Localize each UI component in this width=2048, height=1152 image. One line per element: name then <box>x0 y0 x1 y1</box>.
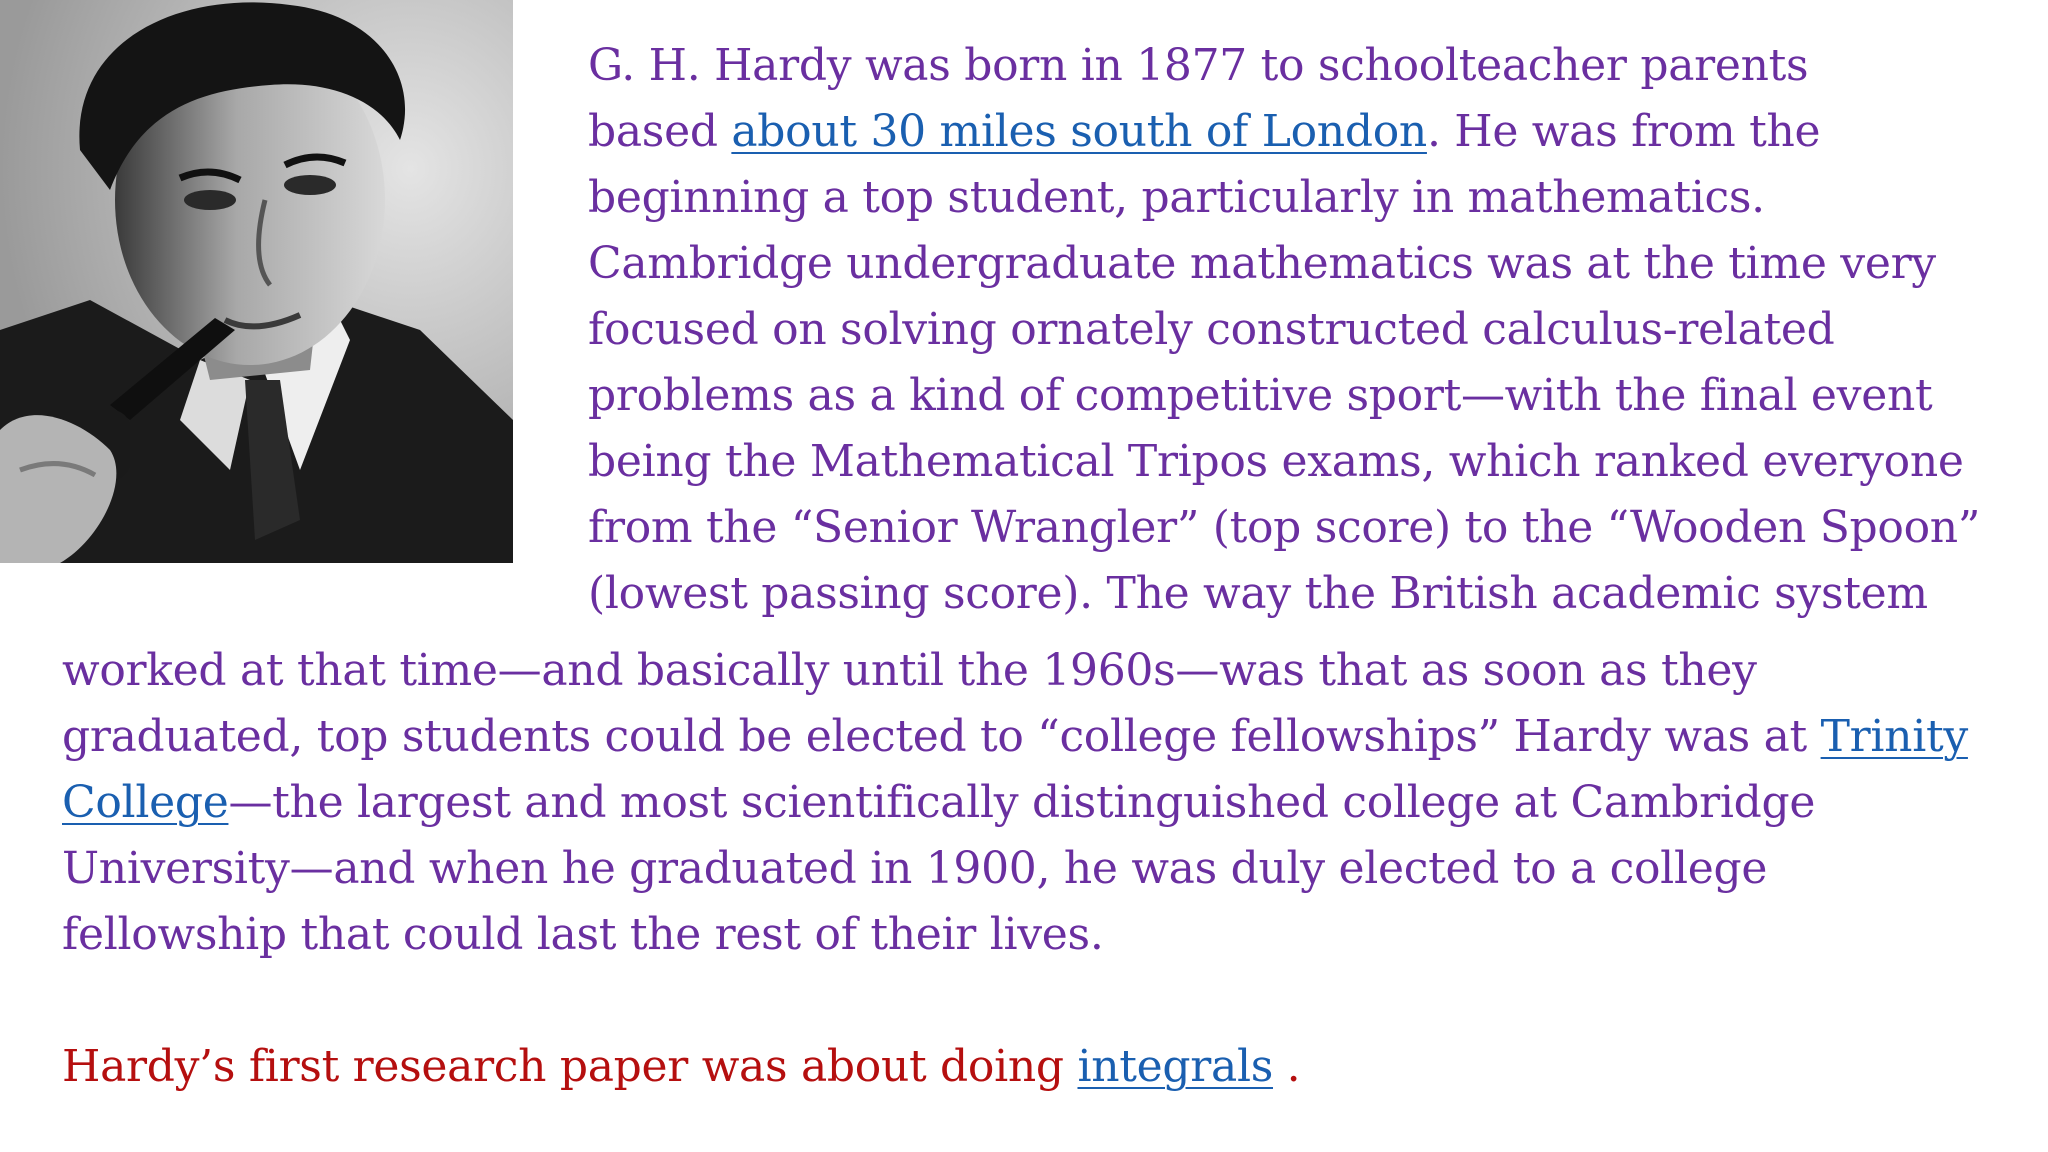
text-segment: based <box>588 106 732 157</box>
text-line <box>62 704 1968 770</box>
text-segment: graduated, top students could be elected to “college fellowships” Hardy was at <box>62 711 1821 762</box>
text-line: Cambridge undergraduate mathematics was at the time very <box>588 238 1936 289</box>
text-line: University—and when he graduated in 1900, he was duly elected to a college <box>62 843 1768 894</box>
text-line: worked at that time—and basically until the 1960s—was that as soon as they <box>62 645 1757 696</box>
text-line <box>588 99 1980 165</box>
text-segment: . He was from the <box>1426 106 1821 157</box>
text-line: problems as a kind of competitive sport—with the final event <box>588 370 1933 421</box>
paragraph-first-research-paper <box>62 1034 1300 1100</box>
link-integrals[interactable]: integrals <box>1077 1041 1273 1092</box>
paragraph-college-fellowships <box>62 638 1968 968</box>
link-trinity-college-part2[interactable]: College <box>62 777 229 828</box>
hardy-portrait-photo <box>0 0 513 563</box>
text-segment: . <box>1273 1041 1301 1092</box>
text-line: (lowest passing score). The way the British academic system <box>588 568 1928 619</box>
text-line: from the “Senior Wrangler” (top score) to the “Wooden Spoon” <box>588 502 1981 553</box>
text-line <box>62 1034 1300 1100</box>
text-line: G. H. Hardy was born in 1877 to schoolteacher parents <box>588 40 1809 91</box>
text-line: being the Mathematical Tripos exams, which ranked everyone <box>588 436 1964 487</box>
paragraph-hardy-early-life <box>588 33 1980 627</box>
link-south-of-london[interactable]: about 30 miles south of London <box>731 106 1427 157</box>
text-segment: —the largest and most scientifically distinguished college at Cambridge <box>228 777 1816 828</box>
link-trinity-college-part1[interactable]: Trinity <box>1820 711 1968 762</box>
text-line: fellowship that could last the rest of their lives. <box>62 909 1104 960</box>
text-line: beginning a top student, particularly in mathematics. <box>588 172 1765 223</box>
text-segment: Hardy’s first research paper was about doing <box>62 1041 1078 1092</box>
text-line: focused on solving ornately constructed calculus-related <box>588 304 1835 355</box>
text-line <box>62 770 1968 836</box>
